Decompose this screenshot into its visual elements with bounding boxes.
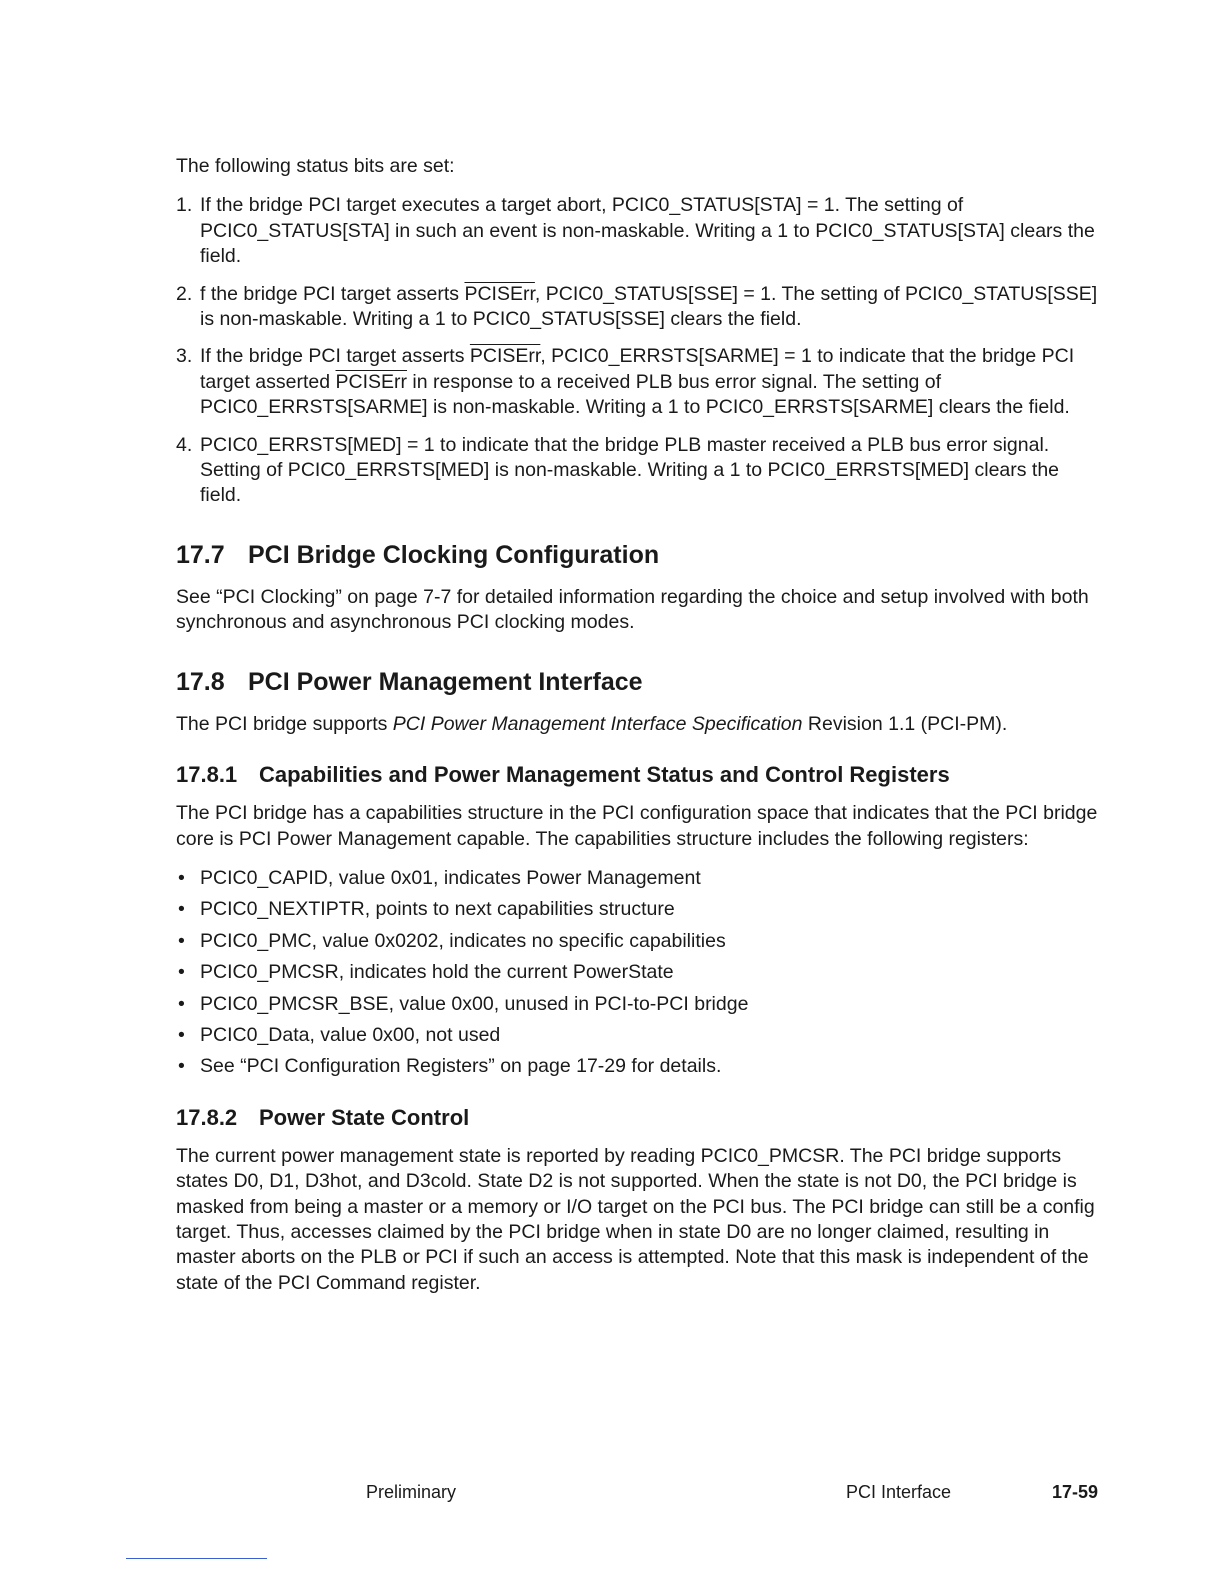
- list-text: PCIC0_PMC, value 0x0202, indicates no specific capabilities: [200, 929, 726, 952]
- footer-page-number: 17-59: [1052, 1482, 1099, 1502]
- list-text: If the bridge PCI target executes a target abort, PCIC0_STATUS[STA] = 1. The setting of PCIC0_STATUS[STA] in such an event is non-maskable. Writing a 1 to PCIC0_STATUS[STA] clears the field.: [200, 194, 1095, 268]
- list-text: PCIC0_PMCSR, indicates hold the current PowerState: [200, 961, 674, 984]
- list-text: , PCIC0_ERRSTS[SARME] = 1 to indicate that the bridge PCI target asserted: [200, 345, 1075, 393]
- footer-chapter: PCI Interface: [846, 1482, 952, 1502]
- section-body: See “PCI Clocking” on page 7-7 for detailed information regarding the choice and setup involved with both synchronous and asynchronous PCI clocking modes.: [176, 585, 1089, 634]
- register-list: [176, 866, 1098, 1080]
- section-heading-17-8: [176, 666, 1098, 698]
- bullet-icon: •: [178, 961, 185, 984]
- bullet-icon: •: [178, 1023, 185, 1046]
- section-title: PCI Power Management Interface: [248, 667, 643, 696]
- section-heading-17-8-2: [176, 1104, 1098, 1132]
- body-text: The PCI bridge supports: [176, 712, 393, 735]
- section-heading-17-7: [176, 539, 1098, 571]
- list-item: [176, 344, 1098, 420]
- list-text: PCIC0_ERRSTS[MED] = 1 to indicate that the bridge PLB master received a PLB bus error signal. Setting of PCIC0_ERRSTS[MED] is non-maskable. Writing a 1 to PCIC0_ERRSTS[MED] clears the field.: [200, 433, 1060, 507]
- list-item: [176, 992, 1098, 1017]
- section-title: Power State Control: [259, 1104, 470, 1130]
- spec-title: PCI Power Management Interface Specification: [392, 712, 803, 735]
- list-number: 1.: [176, 194, 193, 217]
- bullet-icon: •: [178, 929, 185, 952]
- section-number: 17.8.2: [176, 1104, 238, 1130]
- list-text: in response to a received PLB bus error signal. The setting of PCIC0_ERRSTS[SARME] is non-maskable. Writing a 1 to PCIC0_ERRSTS[SARME] clears the field.: [200, 370, 1070, 419]
- bottom-rule: [126, 1558, 267, 1559]
- section-number: 17.8.1: [176, 762, 238, 788]
- list-text: If the bridge PCI target asserts: [200, 345, 470, 368]
- list-item: [176, 897, 1098, 922]
- list-text: PCIC0_PMCSR_BSE, value 0x00, unused in PCI-to-PCI bridge: [200, 992, 749, 1015]
- list-text: PCIC0_NEXTIPTR, points to next capabilities structure: [200, 898, 675, 921]
- list-item: [176, 1054, 1098, 1079]
- body-text: Revision 1.1 (PCI-PM).: [802, 712, 1008, 735]
- list-item: [176, 929, 1098, 954]
- signal-name: PCISErr: [464, 282, 535, 305]
- list-text: See “PCI Configuration Registers” on page 17-29 for details.: [200, 1055, 722, 1078]
- section-body: The current power management state is reported by reading PCIC0_PMCSR. The PCI bridge supports states D0, D1, D3hot, and D3cold. State D2 is not supported. When the state is not D0, the PCI bridge is masked from being a master or a memory or I/O target on the PCI bus. The PCI bridge can still be a config target. Thus, accesses claimed by the PCI bridge when in state D0 are no longer claimed, resulting in master aborts on the PLB or PCI if such an access is attempted. Note that this mask is independent of the state of the PCI Command register.: [176, 1144, 1095, 1294]
- list-number: 3.: [176, 345, 193, 368]
- section-body: [176, 712, 1098, 737]
- bullet-icon: •: [178, 1055, 185, 1078]
- footer-status: Preliminary: [366, 1482, 457, 1502]
- list-text: , PCIC0_STATUS[SSE] = 1. The setting of PCIC0_STATUS[SSE] is non-maskable. Writing a 1 to PCIC0_STATUS[SSE] clears the field.: [200, 282, 1098, 331]
- list-item: [176, 866, 1098, 891]
- list-item: [176, 193, 1098, 269]
- section-title: PCI Bridge Clocking Configuration: [248, 540, 660, 569]
- list-text: PCIC0_CAPID, value 0x01, indicates Power Management: [200, 866, 701, 889]
- status-bit-list: [176, 193, 1098, 508]
- page-content: [176, 154, 1098, 1296]
- status-intro: The following status bits are set:: [176, 155, 455, 177]
- section-heading-17-8-1: [176, 761, 1098, 789]
- signal-name: PCISErr: [469, 345, 541, 368]
- bullet-icon: •: [178, 992, 185, 1015]
- list-item: [176, 433, 1098, 509]
- section-number: 17.8: [176, 667, 225, 696]
- section-title: Capabilities and Power Management Status and Control Registers: [259, 762, 950, 788]
- bullet-icon: •: [178, 898, 185, 921]
- list-number: 2.: [176, 282, 193, 305]
- list-text: f the bridge PCI target asserts: [200, 282, 465, 305]
- section-body: The PCI bridge has a capabilities structure in the PCI configuration space that indicates that the PCI bridge core is PCI Power Management capable. The capabilities structure includes the following registers:: [176, 802, 1098, 850]
- list-item: [176, 282, 1098, 333]
- list-number: 4.: [176, 433, 193, 456]
- signal-name: PCISErr: [335, 370, 408, 393]
- list-item: [176, 1023, 1098, 1048]
- section-number: 17.7: [176, 540, 225, 569]
- bullet-icon: •: [178, 866, 185, 889]
- list-text: PCIC0_Data, value 0x00, not used: [200, 1023, 501, 1046]
- list-item: [176, 960, 1098, 985]
